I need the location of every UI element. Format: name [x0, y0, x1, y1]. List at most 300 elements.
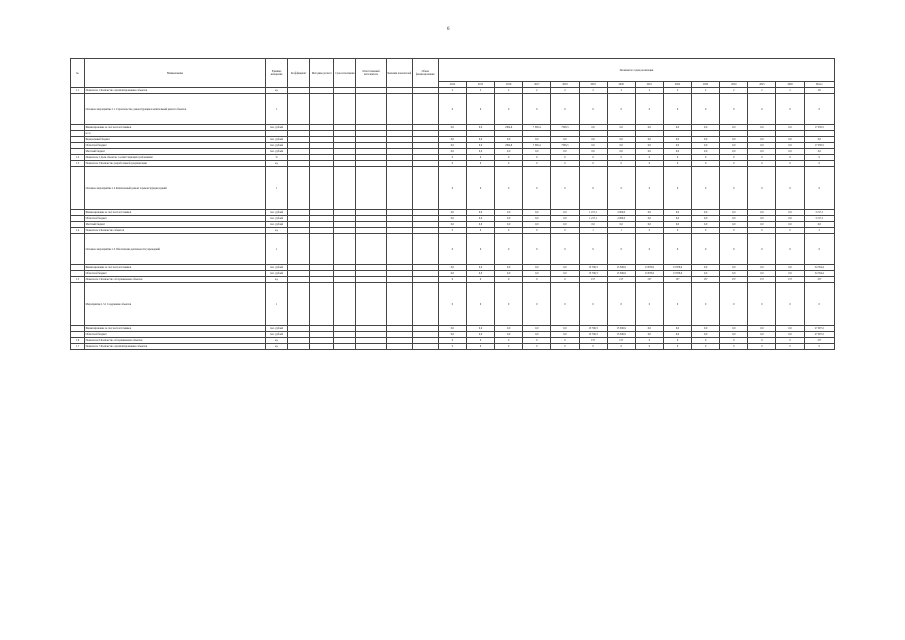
- row-value: 0: [438, 155, 466, 161]
- row-value: 0,0: [748, 210, 776, 216]
- row-value: 0: [804, 234, 834, 265]
- header-year: 2018: [551, 82, 579, 88]
- row-empty-cell: [356, 283, 386, 326]
- row-unit: тыс. рублей: [265, 271, 287, 277]
- row-value: 0,0: [776, 271, 804, 277]
- header-year: 2016: [495, 82, 523, 88]
- row-value: 0,0: [692, 210, 720, 216]
- row-value: 0,0: [692, 271, 720, 277]
- row-value: 0: [663, 161, 691, 167]
- row-unit: 1: [265, 283, 287, 326]
- row-value: 0,0: [692, 137, 720, 143]
- row-value: 0,0: [776, 326, 804, 332]
- header-units: Единица измерения: [265, 59, 287, 88]
- row-unit: тыс. рублей: [265, 210, 287, 216]
- row-value: 0: [776, 155, 804, 161]
- row-name: Показатель 7 Количество отремонтированных объектов: [85, 344, 266, 350]
- row-value: 0: [607, 167, 635, 210]
- row-value: 0,0: [551, 216, 579, 222]
- row-empty-cell: [334, 167, 356, 210]
- row-value: 0,0: [692, 326, 720, 332]
- row-value: 0: [720, 234, 748, 265]
- row-value: 0: [635, 234, 663, 265]
- row-value: 0,0: [635, 216, 663, 222]
- row-value: 0: [776, 344, 804, 350]
- row-value: 0,0: [466, 332, 494, 338]
- row-value: 0: [551, 344, 579, 350]
- row-value: 157: [663, 277, 691, 283]
- row-value: 157: [804, 277, 834, 283]
- row-value: 0: [663, 94, 691, 125]
- row-unit: ед.: [265, 344, 287, 350]
- header-method: Методика расчета: [310, 59, 334, 88]
- row-value: 0: [635, 167, 663, 210]
- row-value: 2304,6: [495, 143, 523, 149]
- row-value: 13 878,6: [635, 271, 663, 277]
- row-no: [71, 94, 85, 125]
- row-value: 0,0: [466, 271, 494, 277]
- header-year: 2017: [523, 82, 551, 88]
- row-value: 0: [523, 161, 551, 167]
- row-value: 0: [748, 94, 776, 125]
- row-name: Федеральный бюджет: [85, 137, 266, 143]
- header-term: Срок исполнения: [334, 59, 356, 88]
- row-value: 0: [523, 338, 551, 344]
- row-value: 0,0: [635, 326, 663, 332]
- header-years-group: Значения по годам реализации: [438, 59, 834, 82]
- row-value: 0: [748, 283, 776, 326]
- row-value: 2: [663, 88, 691, 94]
- row-value: 0: [579, 94, 607, 125]
- row-value: 0: [776, 283, 804, 326]
- row-value: 157: [804, 338, 834, 344]
- row-value: 0: [466, 161, 494, 167]
- row-value: 0,0: [635, 125, 663, 131]
- row-value: 0,0: [720, 143, 748, 149]
- row-value: 2: [692, 88, 720, 94]
- row-value: 0: [466, 94, 494, 125]
- row-value: 0: [495, 338, 523, 344]
- row-value: 0: [804, 94, 834, 125]
- row-value: 0: [523, 277, 551, 283]
- row-value: 0,0: [663, 222, 691, 228]
- row-value: 7 365,4: [523, 143, 551, 149]
- row-unit: тыс. рублей: [265, 222, 287, 228]
- row-value: 0: [663, 234, 691, 265]
- row-name: Финансирование за счет всех источников: [85, 265, 266, 271]
- row-value: 3 217,1: [804, 216, 834, 222]
- header-resp: Ответственный исполнитель: [356, 59, 386, 88]
- row-value: 0,0: [692, 143, 720, 149]
- row-empty-cell: [412, 344, 438, 350]
- header-year: 2020: [607, 82, 635, 88]
- row-value: 0: [495, 283, 523, 326]
- row-value: 0: [804, 283, 834, 326]
- row-value: 0: [495, 234, 523, 265]
- row-unit: %: [265, 155, 287, 161]
- row-value: 0: [551, 167, 579, 210]
- row-value: 0: [663, 338, 691, 344]
- row-value: 157: [607, 277, 635, 283]
- row-value: 0,0: [551, 271, 579, 277]
- row-value: 0: [804, 167, 834, 210]
- row-unit: 1: [265, 167, 287, 210]
- row-value: 0: [692, 155, 720, 161]
- row-value: 0,0: [692, 222, 720, 228]
- row-value: 0: [438, 167, 466, 210]
- row-value: 0,0: [551, 222, 579, 228]
- row-value: 0,0: [438, 222, 466, 228]
- row-value: 0: [692, 161, 720, 167]
- row-value: 2: [579, 88, 607, 94]
- row-value: 0: [776, 161, 804, 167]
- row-value: 0,0: [720, 332, 748, 338]
- row-value: 0,0: [466, 143, 494, 149]
- row-value: 0,0: [720, 271, 748, 277]
- row-value: 0,0: [663, 125, 691, 131]
- header-no: №: [71, 59, 85, 88]
- row-unit: тыс. рублей: [265, 143, 287, 149]
- row-unit: 1: [265, 234, 287, 265]
- row-value: 0: [692, 338, 720, 344]
- page-number: 6: [447, 27, 450, 32]
- row-value: 0,0: [551, 149, 579, 155]
- row-value: 2: [523, 88, 551, 94]
- row-value: 0,0: [635, 222, 663, 228]
- header-year: 2026: [776, 82, 804, 88]
- row-value: 0: [692, 228, 720, 234]
- row-value: 0: [495, 344, 523, 350]
- row-value: 0,0: [495, 216, 523, 222]
- row-value: 0,0: [720, 125, 748, 131]
- row-value: 0: [720, 283, 748, 326]
- row-value: 0,0: [776, 149, 804, 155]
- row-name: Финансирование за счет всех источников: [85, 210, 266, 216]
- row-empty-cell: [386, 94, 412, 125]
- row-name: Показатель 4 Количество объектов: [85, 228, 266, 234]
- row-value: 0: [776, 338, 804, 344]
- row-value: 0,0: [720, 137, 748, 143]
- row-value: 0: [635, 155, 663, 161]
- table-row: [71, 167, 835, 210]
- row-value: 0,0: [748, 326, 776, 332]
- row-value: 0: [551, 94, 579, 125]
- row-name: Местный бюджет: [85, 222, 266, 228]
- row-empty-cell: [310, 234, 334, 265]
- row-value: 0,0: [720, 222, 748, 228]
- row-value: 0,0: [523, 210, 551, 216]
- header-year: 2021: [635, 82, 663, 88]
- row-value: 0: [663, 283, 691, 326]
- row-value: 7365,5: [551, 143, 579, 149]
- row-value: 0: [495, 94, 523, 125]
- row-value: 0: [804, 344, 834, 350]
- row-value: 0: [551, 228, 579, 234]
- row-value: 0: [523, 228, 551, 234]
- row-unit: тыс. рублей: [265, 216, 287, 222]
- row-value: 0,0: [438, 265, 466, 271]
- row-value: 0,0: [466, 210, 494, 216]
- row-value: 157: [776, 277, 804, 283]
- row-value: 157: [607, 338, 635, 344]
- row-value: 2 000,0: [607, 216, 635, 222]
- row-value: 13 700,3: [579, 265, 607, 271]
- row-value: 13 306,9: [607, 271, 635, 277]
- row-value: 0,0: [720, 326, 748, 332]
- row-unit: ед.: [265, 277, 287, 283]
- row-value: 0,0: [692, 332, 720, 338]
- row-value: 0,0: [748, 222, 776, 228]
- row-value: 0,0: [692, 149, 720, 155]
- row-value: 0,0: [523, 149, 551, 155]
- row-value: 0,0: [776, 332, 804, 338]
- row-name: в т.ч.: [85, 131, 266, 137]
- row-value: 0,0: [466, 222, 494, 228]
- row-empty-cell: [386, 234, 412, 265]
- row-empty-cell: [386, 344, 412, 350]
- row-value: 0,0: [663, 216, 691, 222]
- row-value: 0: [551, 338, 579, 344]
- row-name: Финансирование за счет всех источников: [85, 125, 266, 131]
- row-empty-cell: [310, 167, 334, 210]
- row-value: 0: [776, 234, 804, 265]
- row-value: 0,0: [692, 216, 720, 222]
- row-unit: тыс. рублей: [265, 125, 287, 131]
- row-value: 2: [438, 88, 466, 94]
- row-value: 0,0: [748, 216, 776, 222]
- row-value: 0,0: [607, 149, 635, 155]
- row-value: 157: [720, 277, 748, 283]
- row-value: 0,0: [495, 222, 523, 228]
- row-empty-cell: [288, 234, 310, 265]
- row-value: 0,0: [607, 137, 635, 143]
- row-value: 0: [523, 234, 551, 265]
- row-value: 0,0: [720, 216, 748, 222]
- row-value: 2: [720, 88, 748, 94]
- row-value: 0,0: [748, 332, 776, 338]
- row-value: 2: [635, 88, 663, 94]
- row-value: 2: [776, 88, 804, 94]
- row-value: 0,0: [551, 332, 579, 338]
- row-value: 0: [607, 234, 635, 265]
- row-value: 0,0: [692, 265, 720, 271]
- row-value: 0: [523, 167, 551, 210]
- row-value: 0: [748, 167, 776, 210]
- row-value: 0: [748, 344, 776, 350]
- row-unit: тыс. рублей: [265, 265, 287, 271]
- row-value: 0: [551, 234, 579, 265]
- row-value: 0,0: [804, 149, 834, 155]
- row-value: 2: [804, 228, 834, 234]
- header-year: 2014: [438, 82, 466, 88]
- row-value: 0: [438, 228, 466, 234]
- row-value: 0,0: [466, 137, 494, 143]
- row-name: Областной бюджет: [85, 143, 266, 149]
- header-year: 2023: [692, 82, 720, 88]
- row-value: 26: [804, 88, 834, 94]
- row-value: 0,0: [607, 143, 635, 149]
- table-row: [71, 283, 835, 326]
- row-value: 2: [607, 88, 635, 94]
- row-value: 0: [579, 344, 607, 350]
- program-table: [70, 58, 835, 350]
- header-values: Значения показателей: [386, 59, 412, 88]
- row-value: 0,0: [579, 137, 607, 143]
- row-value: 0: [551, 155, 579, 161]
- row-value: 0,0: [438, 143, 466, 149]
- row-value: 0: [720, 167, 748, 210]
- row-value: 0: [495, 277, 523, 283]
- header-year: 2015: [466, 82, 494, 88]
- row-value: 0: [720, 344, 748, 350]
- row-empty-cell: [412, 283, 438, 326]
- row-value: 0,0: [748, 137, 776, 143]
- row-empty-cell: [334, 234, 356, 265]
- header-year: 2024: [720, 82, 748, 88]
- row-empty-cell: [334, 283, 356, 326]
- row-empty-cell: [356, 234, 386, 265]
- row-value: 0,0: [495, 265, 523, 271]
- row-no: 1.1: [71, 88, 85, 94]
- row-value: 0,0: [748, 265, 776, 271]
- row-value: 0,0: [579, 222, 607, 228]
- header-coef: Коэффициент: [288, 59, 310, 88]
- row-value: 0: [495, 228, 523, 234]
- row-no: 1.6: [71, 338, 85, 344]
- row-value: 0: [663, 344, 691, 350]
- row-empty-cell: [288, 94, 310, 125]
- row-value: 0: [720, 161, 748, 167]
- row-value: 0,0: [466, 326, 494, 332]
- row-value: 0,0: [635, 137, 663, 143]
- row-value: 0: [579, 161, 607, 167]
- row-value: 0: [466, 167, 494, 210]
- row-no: 1.2: [71, 155, 85, 161]
- row-value: 0,0: [495, 137, 523, 143]
- row-name: Областной бюджет: [85, 271, 266, 277]
- row-value: 0,0: [523, 216, 551, 222]
- row-value: 0: [466, 338, 494, 344]
- row-value: 0: [495, 161, 523, 167]
- row-value: 0: [692, 94, 720, 125]
- row-name: Областной бюджет: [85, 216, 266, 222]
- row-name: Основное мероприятие 1.1 Строительство, реконструкция и капитальный ремонт объектов: [85, 94, 266, 125]
- row-value: 0: [466, 155, 494, 161]
- row-value: 0,0: [692, 125, 720, 131]
- row-value: 0: [579, 167, 607, 210]
- row-empty-cell: [412, 234, 438, 265]
- row-value: 1 217,1: [579, 210, 607, 216]
- table-body: [71, 88, 835, 350]
- row-value: 2: [495, 88, 523, 94]
- row-value: 0,0: [720, 149, 748, 155]
- row-value: 0: [748, 338, 776, 344]
- row-value: 0,0: [579, 149, 607, 155]
- row-empty-cell: [356, 94, 386, 125]
- row-value: 0: [579, 283, 607, 326]
- row-no: 1.4: [71, 228, 85, 234]
- row-value: 0: [438, 338, 466, 344]
- row-name: Основное мероприятие 1.3 Обеспечение деятельности учреждений: [85, 234, 266, 265]
- row-no: [71, 167, 85, 210]
- row-empty-cell: [310, 94, 334, 125]
- row-unit: ед.: [265, 338, 287, 344]
- row-value: 0,0: [663, 210, 691, 216]
- row-value: 0: [438, 234, 466, 265]
- row-value: 1: [579, 228, 607, 234]
- table-row: [71, 94, 835, 125]
- row-value: 0: [776, 167, 804, 210]
- row-value: 0: [692, 283, 720, 326]
- row-value: 7 365,4: [523, 125, 551, 131]
- row-value: 0: [635, 283, 663, 326]
- row-value: 0,0: [776, 143, 804, 149]
- row-value: 1: [607, 228, 635, 234]
- row-value: 0,0: [495, 271, 523, 277]
- row-value: 0,0: [495, 149, 523, 155]
- row-empty-cell: [288, 344, 310, 350]
- row-value: 0: [748, 228, 776, 234]
- row-empty-cell: [310, 344, 334, 350]
- row-value: 0: [551, 161, 579, 167]
- row-name: Показатель 2 Доля объектов, соответствующих требованиям: [85, 155, 266, 161]
- row-empty-cell: [334, 94, 356, 125]
- row-value: 2: [466, 88, 494, 94]
- document-sheet: [70, 58, 835, 350]
- row-unit: ед.: [265, 228, 287, 234]
- row-value: 0: [579, 155, 607, 161]
- row-value: 0,0: [663, 143, 691, 149]
- row-unit: ед.: [265, 88, 287, 94]
- row-empty-cell: [412, 94, 438, 125]
- row-value: 157: [692, 277, 720, 283]
- row-empty-cell: [288, 167, 310, 210]
- row-value: 157: [579, 338, 607, 344]
- row-value: 0: [692, 167, 720, 210]
- row-name: Показатель 3 Количество разработанной документации: [85, 161, 266, 167]
- row-value: 13 878,6: [635, 265, 663, 271]
- row-value: 0: [466, 228, 494, 234]
- table-row: [71, 234, 835, 265]
- row-value: 13 306,9: [607, 265, 635, 271]
- row-name: Областной бюджет: [85, 332, 266, 338]
- row-value: 0: [692, 234, 720, 265]
- row-value: 0: [438, 344, 466, 350]
- row-value: 0: [466, 283, 494, 326]
- row-value: 0,0: [748, 125, 776, 131]
- row-value: 0,0: [523, 222, 551, 228]
- row-value: 1 217,1: [579, 216, 607, 222]
- row-empty-cell: [356, 344, 386, 350]
- row-value: 0: [523, 94, 551, 125]
- row-value: 0,0: [579, 125, 607, 131]
- row-value: 0,0: [663, 149, 691, 155]
- row-value: 0,0: [776, 125, 804, 131]
- row-value: 0,0: [720, 210, 748, 216]
- row-value: 0: [804, 155, 834, 161]
- row-value: 0,0: [720, 265, 748, 271]
- row-value: 0: [466, 234, 494, 265]
- row-unit: тыс. рублей: [265, 332, 287, 338]
- row-value: 2 000,0: [607, 210, 635, 216]
- row-value: 0: [804, 161, 834, 167]
- row-value: 0: [663, 228, 691, 234]
- row-value: 0,0: [495, 326, 523, 332]
- row-value: 0,0: [523, 271, 551, 277]
- row-unit: 1: [265, 94, 287, 125]
- row-value: 54 764,4: [804, 271, 834, 277]
- row-value: 0: [776, 94, 804, 125]
